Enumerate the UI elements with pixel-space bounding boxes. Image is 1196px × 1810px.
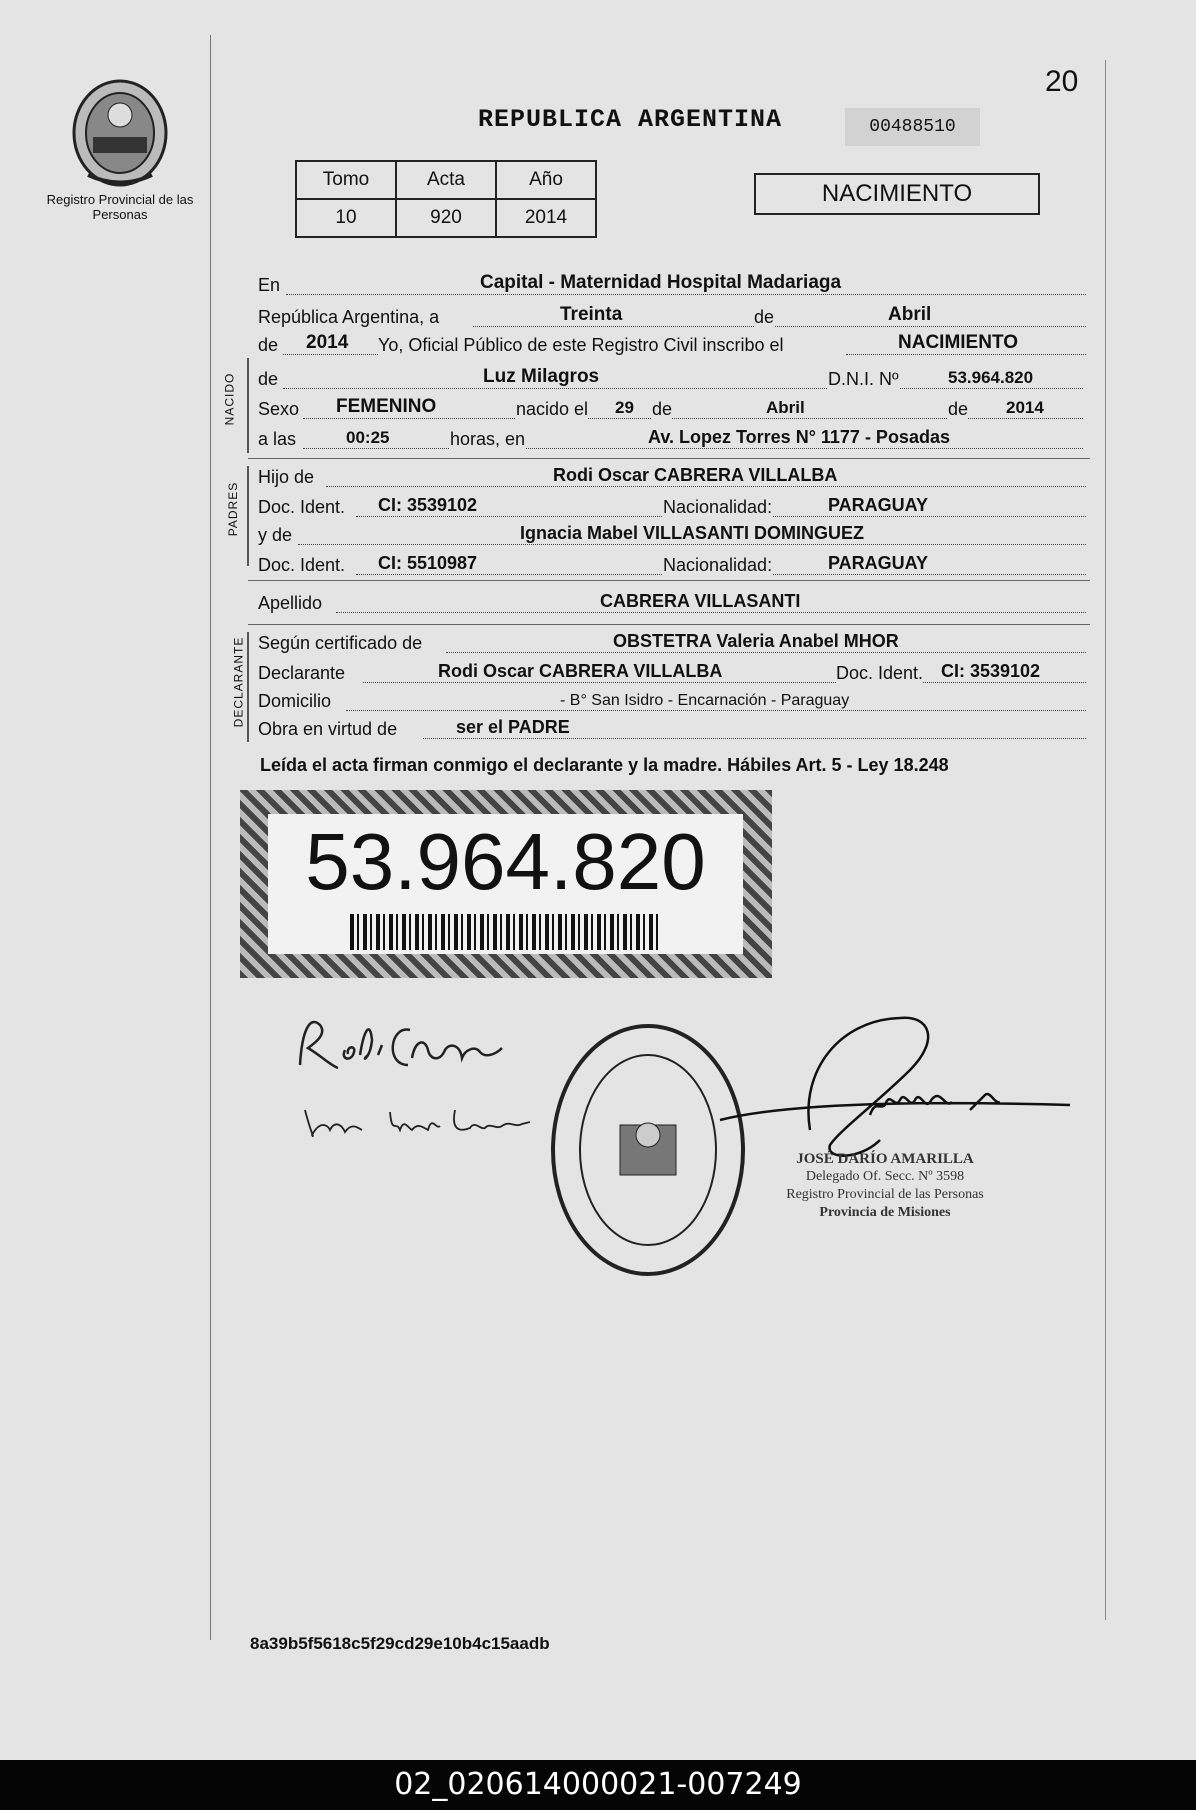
declarante-group-label: DECLARANTE: [231, 636, 246, 728]
footer-code: 02_020614000021-007249: [0, 1760, 1196, 1810]
padre-nacionalidad: PARAGUAY: [828, 495, 929, 515]
nombre-nacido: Luz Milagros: [483, 366, 600, 387]
document-title: REPUBLICA ARGENTINA: [478, 105, 783, 134]
certificado-value: OBSTETRA Valeria Anabel MHOR: [613, 631, 899, 651]
official-province: Provincia de Misiones: [819, 1205, 951, 1220]
apellido-value: CABRERA VILLASANTI: [600, 591, 801, 611]
horas-en-label: horas, en: [450, 429, 526, 449]
line-en: [258, 268, 1086, 298]
dni-sticker-number: 53.964.820: [305, 817, 706, 906]
line-inscribo: [258, 328, 1086, 358]
de-label-4: de: [652, 399, 673, 419]
dni-sticker: [240, 790, 772, 978]
hora-value: 00:25: [346, 428, 390, 447]
certificado-label: Según certificado de: [258, 633, 423, 653]
declarante-label: Declarante: [258, 663, 346, 683]
mother-signature: [300, 1100, 550, 1145]
de-label-5: de: [948, 399, 969, 419]
domicilio-label: Domicilio: [258, 691, 332, 711]
right-border-line: [1105, 60, 1106, 1620]
padre-doc-label: Doc. Ident.: [258, 497, 346, 517]
padres-bracket: [247, 466, 249, 566]
sexo-value: FEMENINO: [336, 396, 437, 417]
padres-group-label: PADRES: [226, 481, 241, 537]
madre-nombre: Ignacia Mabel VILLASANTI DOMINGUEZ: [520, 523, 865, 543]
lugar-acta: Capital - Maternidad Hospital Madariaga: [480, 272, 842, 293]
mes-nacimiento: Abril: [766, 398, 805, 417]
declarante-bracket: [247, 632, 249, 742]
obra-label: Obra en virtud de: [258, 719, 398, 739]
official-stamp-text: [760, 1150, 1010, 1222]
line-declarante: [258, 656, 1086, 686]
barcode: [350, 914, 660, 950]
tomo-value: 10: [296, 199, 396, 237]
en-label: En: [258, 275, 281, 295]
declarante-doc: CI: 3539102: [941, 661, 1041, 681]
closing-statement: Leída el acta firman conmigo el declarante y la madre. Hábiles Art. 5 - Ley 18.248: [260, 755, 949, 775]
de-label-2: de: [258, 335, 279, 355]
apellido-label: Apellido: [258, 593, 323, 613]
line-domicilio: [258, 684, 1086, 714]
line-hora: [258, 422, 1086, 452]
de-label: de: [754, 307, 775, 327]
official-role: Delegado Of. Secc. Nº 3598: [805, 1169, 965, 1184]
anio-value: 2014: [496, 199, 596, 237]
tomo-acta-table: [295, 160, 597, 238]
section-rule: [248, 624, 1090, 625]
acta-value: 920: [396, 199, 496, 237]
domicilio-value: - B° San Isidro - Encarnación - Paraguay: [560, 692, 850, 709]
dni-nacido: 53.964.820: [948, 368, 1034, 387]
line-madre: [258, 518, 1086, 548]
line-padre: [258, 460, 1086, 490]
madre-doc-label: Doc. Ident.: [258, 555, 346, 575]
page-number: 20: [1045, 65, 1079, 98]
line-apellido: [258, 586, 1086, 616]
de-label-3: de: [258, 369, 279, 389]
madre-doc: CI: 5510987: [378, 553, 478, 573]
lugar-nacimiento: Av. Lopez Torres N° 1177 - Posadas: [648, 427, 950, 447]
nacido-group-label: NACIDO: [222, 372, 237, 426]
republica-label: República Argentina, a: [258, 307, 440, 327]
anio-nacimiento: 2014: [1006, 398, 1044, 417]
madre-nacionalidad: PARAGUAY: [828, 553, 929, 573]
serial-number: 00488510: [845, 108, 980, 146]
line-sexo: [258, 392, 1086, 422]
official-name: JOSÉ DARÍO AMARILLA: [796, 1151, 974, 1167]
line-nombre: [258, 362, 1086, 392]
official-office: Registro Provincial de las Personas: [786, 1187, 984, 1202]
nacido-bracket: [247, 358, 249, 453]
y-de-label: y de: [258, 525, 293, 545]
line-padre-doc: [258, 490, 1086, 520]
inscribo-label: Yo, Oficial Público de este Registro Civil inscribo el: [378, 335, 784, 355]
mes-acta: Abril: [888, 304, 932, 325]
padre-nac-label: Nacionalidad:: [663, 497, 773, 517]
anio-acta: 2014: [306, 332, 349, 353]
padre-doc: CI: 3539102: [378, 495, 478, 515]
father-signature: [290, 1010, 530, 1080]
hijo-de-label: Hijo de: [258, 467, 315, 487]
declarante-doc-label: Doc. Ident.: [836, 663, 924, 683]
padre-nombre: Rodi Oscar CABRERA VILLALBA: [553, 465, 838, 485]
nacido-el-label: nacido el: [516, 399, 589, 419]
inscribo-value: NACIMIENTO: [898, 332, 1018, 353]
dni-sticker-inner: [268, 814, 743, 954]
dia-texto: Treinta: [560, 304, 623, 325]
line-certificado: [258, 626, 1086, 656]
acta-header: Acta: [396, 161, 496, 199]
section-rule: [248, 458, 1090, 459]
obra-value: ser el PADRE: [456, 717, 570, 737]
margin-line: [210, 35, 211, 1640]
dni-label: D.N.I. Nº: [828, 369, 899, 389]
declarante-nombre: Rodi Oscar CABRERA VILLALBA: [438, 661, 723, 681]
registro-label: Registro Provincial de las Personas: [46, 192, 194, 222]
tomo-header: Tomo: [296, 161, 396, 199]
document-hash: 8a39b5f5618c5f29cd29e10b4c15aadb: [250, 1634, 550, 1653]
dia-nacimiento: 29: [615, 398, 634, 417]
sexo-label: Sexo: [258, 399, 300, 419]
section-rule: [248, 580, 1090, 581]
line-obra: [258, 712, 1086, 742]
hora-label: a las: [258, 429, 297, 449]
line-republica: [258, 300, 1086, 330]
madre-nac-label: Nacionalidad:: [663, 555, 773, 575]
provincia-misiones-seal-icon: [68, 75, 173, 190]
line-madre-doc: [258, 548, 1086, 578]
anio-header: Año: [496, 161, 596, 199]
record-type-box: NACIMIENTO: [754, 173, 1040, 215]
